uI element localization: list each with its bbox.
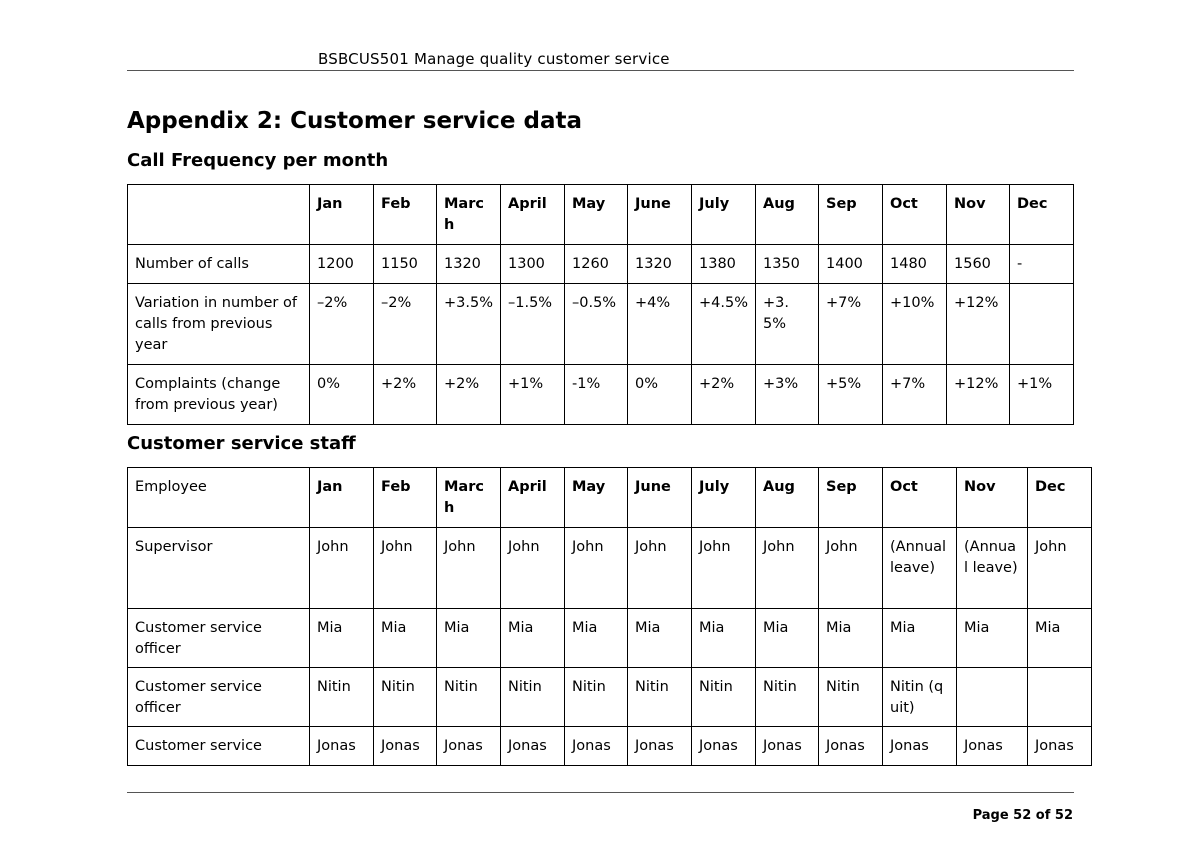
- month-header-cell: Aug: [756, 185, 819, 245]
- data-cell: –1.5%: [501, 284, 565, 365]
- data-cell: +12%: [947, 365, 1010, 425]
- data-cell: +4%: [628, 284, 692, 365]
- data-cell: -: [1010, 245, 1074, 284]
- data-cell: +2%: [437, 365, 501, 425]
- data-cell: Jonas: [883, 727, 957, 766]
- document-header-title: BSBCUS501 Manage quality customer service: [318, 50, 670, 68]
- data-cell: Jonas: [565, 727, 628, 766]
- data-cell: [1028, 668, 1092, 727]
- month-header-cell: April: [501, 468, 565, 528]
- data-cell: Nitin: [310, 668, 374, 727]
- data-cell: 1320: [437, 245, 501, 284]
- data-cell: Jonas: [437, 727, 501, 766]
- table-header-row: [128, 185, 1074, 245]
- data-cell: 0%: [628, 365, 692, 425]
- month-header-cell: July: [692, 185, 756, 245]
- month-header-cell: July: [692, 468, 756, 528]
- data-cell: +7%: [883, 365, 947, 425]
- data-cell: Nitin: [819, 668, 883, 727]
- table-row: [128, 528, 1092, 609]
- month-header-cell: Oct: [883, 185, 947, 245]
- data-cell: Nitin: [437, 668, 501, 727]
- data-cell: [957, 668, 1028, 727]
- data-cell: Mia: [374, 609, 437, 668]
- data-cell: -1%: [565, 365, 628, 425]
- table-row: [128, 727, 1092, 766]
- month-header-cell: Oct: [883, 468, 957, 528]
- data-cell: Nitin: [692, 668, 756, 727]
- data-cell: Nitin: [374, 668, 437, 727]
- data-cell: Jonas: [1028, 727, 1092, 766]
- data-cell: Jonas: [374, 727, 437, 766]
- month-header-cell: Nov: [957, 468, 1028, 528]
- table-row: [128, 245, 1074, 284]
- month-header-cell: Feb: [374, 185, 437, 245]
- month-header-cell: June: [628, 468, 692, 528]
- data-cell: Mia: [437, 609, 501, 668]
- table-header-row: [128, 468, 1092, 528]
- data-cell: 1480: [883, 245, 947, 284]
- page-number: Page 52 of 52: [972, 808, 1073, 823]
- data-cell: 1350: [756, 245, 819, 284]
- data-cell: John: [501, 528, 565, 609]
- month-header-cell: Dec: [1028, 468, 1092, 528]
- data-cell: +5%: [819, 365, 883, 425]
- table-row: [128, 668, 1092, 727]
- staff-heading: Customer service staff: [127, 433, 356, 454]
- month-header-cell: Sep: [819, 185, 883, 245]
- row-label-cell: Customer service officer: [128, 668, 310, 727]
- month-header-cell: Jan: [310, 468, 374, 528]
- data-cell: John: [1028, 528, 1092, 609]
- month-header-cell: Feb: [374, 468, 437, 528]
- data-cell: Jonas: [957, 727, 1028, 766]
- data-cell: Mia: [819, 609, 883, 668]
- data-cell: Jonas: [756, 727, 819, 766]
- table-row: [128, 284, 1074, 365]
- data-cell: Mia: [692, 609, 756, 668]
- row-label-cell: Customer service officer: [128, 609, 310, 668]
- month-header-cell: June: [628, 185, 692, 245]
- month-header-cell: Sep: [819, 468, 883, 528]
- data-cell: 1300: [501, 245, 565, 284]
- data-cell: +3.5%: [437, 284, 501, 365]
- data-cell: –2%: [374, 284, 437, 365]
- data-cell: John: [565, 528, 628, 609]
- row-label-cell: Complaints (change from previous year): [128, 365, 310, 425]
- data-cell: (Annual leave): [883, 528, 957, 609]
- data-cell: Nitin: [501, 668, 565, 727]
- data-cell: –2%: [310, 284, 374, 365]
- table-row: [128, 365, 1074, 425]
- month-header-cell: Jan: [310, 185, 374, 245]
- data-cell: Nitin: [756, 668, 819, 727]
- data-cell: +1%: [1010, 365, 1074, 425]
- data-cell: John: [437, 528, 501, 609]
- data-cell: Jonas: [819, 727, 883, 766]
- data-cell: +12%: [947, 284, 1010, 365]
- data-cell: +2%: [692, 365, 756, 425]
- month-header-cell: April: [501, 185, 565, 245]
- data-cell: Mia: [756, 609, 819, 668]
- data-cell: John: [692, 528, 756, 609]
- row-label-cell: Supervisor: [128, 528, 310, 609]
- data-cell: Mia: [883, 609, 957, 668]
- data-cell: Nitin: [628, 668, 692, 727]
- data-cell: John: [819, 528, 883, 609]
- month-header-cell: March: [437, 185, 501, 245]
- data-cell: 1260: [565, 245, 628, 284]
- data-cell: Mia: [628, 609, 692, 668]
- data-cell: +1%: [501, 365, 565, 425]
- footer-rule: [127, 792, 1074, 793]
- data-cell: John: [310, 528, 374, 609]
- data-cell: John: [628, 528, 692, 609]
- data-cell: +3%: [756, 365, 819, 425]
- row-label-cell: Number of calls: [128, 245, 310, 284]
- data-cell: +4.5%: [692, 284, 756, 365]
- data-cell: 1400: [819, 245, 883, 284]
- data-cell: 1200: [310, 245, 374, 284]
- month-header-cell: Aug: [756, 468, 819, 528]
- header-label-cell: Employee: [128, 468, 310, 528]
- appendix-title: Appendix 2: Customer service data: [127, 108, 583, 134]
- data-cell: 1560: [947, 245, 1010, 284]
- data-cell: 1150: [374, 245, 437, 284]
- call-frequency-heading: Call Frequency per month: [127, 150, 389, 171]
- data-cell: Nitin: [565, 668, 628, 727]
- data-cell: 1380: [692, 245, 756, 284]
- data-cell: Jonas: [628, 727, 692, 766]
- data-cell: +2%: [374, 365, 437, 425]
- header-label-cell: [128, 185, 310, 245]
- data-cell: +3.5%: [756, 284, 819, 365]
- data-cell: –0.5%: [565, 284, 628, 365]
- data-cell: Mia: [1028, 609, 1092, 668]
- data-cell: Nitin (quit): [883, 668, 957, 727]
- data-cell: +10%: [883, 284, 947, 365]
- data-cell: Jonas: [692, 727, 756, 766]
- month-header-cell: Dec: [1010, 185, 1074, 245]
- data-cell: 0%: [310, 365, 374, 425]
- data-cell: [1010, 284, 1074, 365]
- data-cell: Jonas: [501, 727, 565, 766]
- row-label-cell: Variation in number of calls from previous year: [128, 284, 310, 365]
- row-label-cell: Customer service: [128, 727, 310, 766]
- month-header-cell: March: [437, 468, 501, 528]
- data-cell: (Annual leave): [957, 528, 1028, 609]
- data-cell: Mia: [565, 609, 628, 668]
- data-cell: Mia: [957, 609, 1028, 668]
- data-cell: John: [756, 528, 819, 609]
- staff-table: [127, 467, 1092, 766]
- data-cell: Mia: [310, 609, 374, 668]
- month-header-cell: May: [565, 468, 628, 528]
- month-header-cell: May: [565, 185, 628, 245]
- data-cell: John: [374, 528, 437, 609]
- table-row: [128, 609, 1092, 668]
- data-cell: 1320: [628, 245, 692, 284]
- month-header-cell: Nov: [947, 185, 1010, 245]
- call-frequency-table: [127, 184, 1074, 425]
- data-cell: +7%: [819, 284, 883, 365]
- data-cell: Jonas: [310, 727, 374, 766]
- header-rule: [127, 70, 1074, 71]
- data-cell: Mia: [501, 609, 565, 668]
